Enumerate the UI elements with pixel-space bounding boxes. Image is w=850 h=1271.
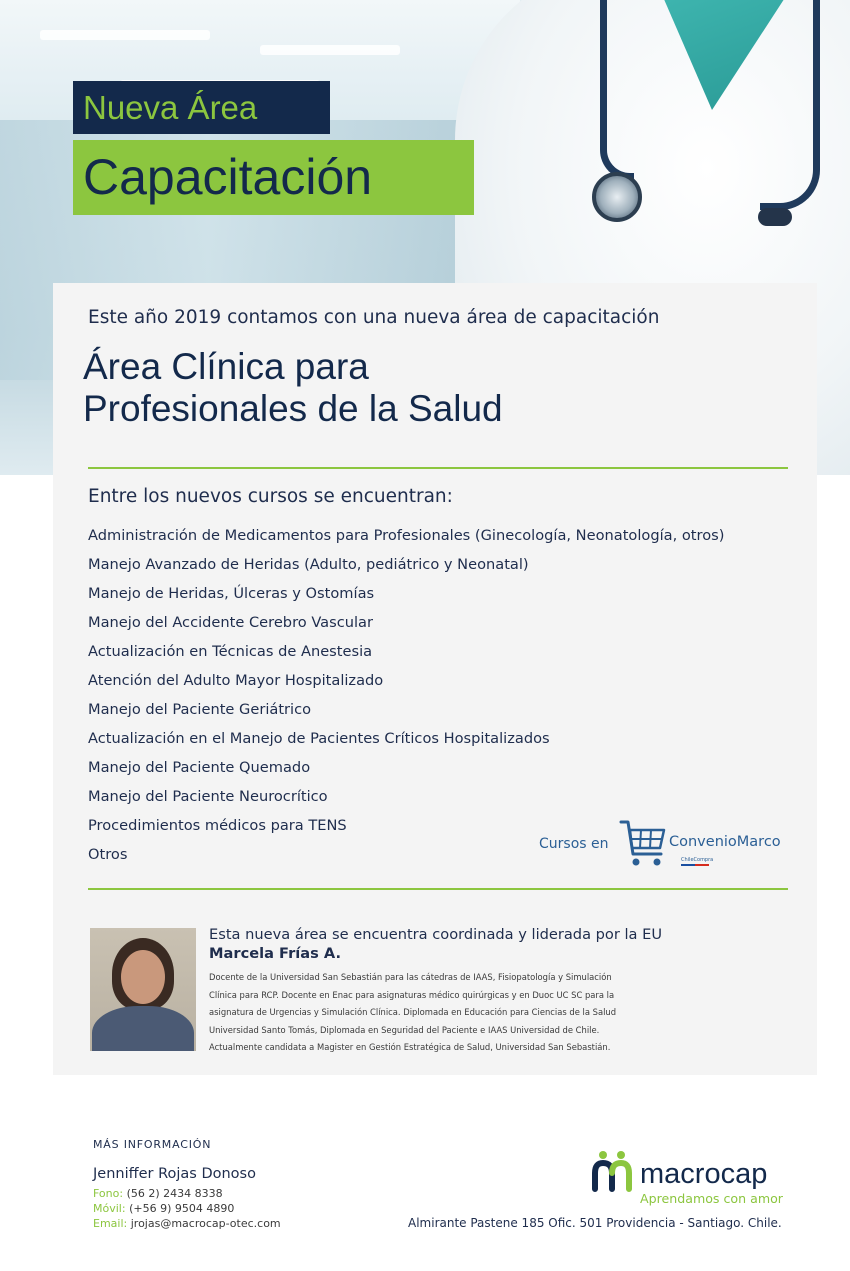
bio-line: Clínica para RCP. Docente en Enac para asignaturas médico quirúrgicas y en Duoc UC SC para la	[209, 989, 615, 1000]
courses-title: Entre los nuevos cursos se encuentran:	[88, 486, 453, 507]
chilecompra-label: ChileCompra	[681, 857, 714, 863]
list-item: Administración de Medicamentos para Profesionales (Ginecología, Neonatología, otros)	[88, 527, 725, 544]
bio-line: Docente de la Universidad San Sebastián para las cátedras de IAAS, Fisiopatología y Simulación	[209, 972, 612, 982]
phone-value[interactable]: (56 2) 2434 8338	[126, 1187, 223, 1200]
ceiling-light	[40, 30, 210, 40]
badge-capacitacion: Capacitación	[73, 140, 474, 215]
coordinator-intro: Esta nueva área se encuentra coordinada y liderada por la EU	[209, 926, 663, 943]
macrocap-logo	[591, 1146, 791, 1206]
convenio-marco-badge	[539, 818, 789, 873]
stethoscope-earpiece	[758, 208, 792, 226]
intro-text: Este año 2019 contamos con una nueva área de capacitación	[88, 307, 660, 328]
divider	[88, 888, 788, 890]
brand-name: macrocap	[640, 1158, 768, 1190]
address: Almirante Pastene 185 Ofic. 501 Providencia - Santiago. Chile.	[408, 1216, 782, 1230]
headline-line: Profesionales de la Salud	[83, 388, 503, 429]
headline	[83, 346, 783, 430]
mobile-label: Móvil:	[93, 1202, 126, 1215]
brand-tagline: Aprendamos con amor	[640, 1191, 783, 1206]
stethoscope-icon	[592, 172, 642, 222]
photo-face	[121, 950, 165, 1004]
phone-label: Fono:	[93, 1187, 124, 1200]
convenio-prefix: Cursos en	[539, 836, 609, 852]
list-item: Manejo del Paciente Quemado	[88, 759, 311, 776]
bio-line: asignatura de Urgencias y Simulación Clínica. Diplomada en Educación para Ciencias de la Salud	[209, 1007, 617, 1018]
coordinator-photo	[90, 928, 196, 1051]
more-info-heading: MÁS INFORMACIÓN	[93, 1138, 212, 1151]
coordinator-bio	[209, 969, 669, 1057]
list-item: Manejo del Accidente Cerebro Vascular	[88, 614, 373, 631]
contact-email	[93, 1217, 281, 1230]
photo-body	[92, 1006, 194, 1051]
coordinator-name: Marcela Frías A.	[209, 945, 342, 962]
list-item: Manejo Avanzado de Heridas (Adulto, pediátrico y Neonatal)	[88, 556, 529, 573]
badge-nueva-area: Nueva Área	[73, 81, 330, 134]
list-item: Manejo del Paciente Geriátrico	[88, 701, 312, 718]
ceiling-light	[260, 45, 400, 55]
headline-line: Área Clínica para	[83, 346, 369, 387]
content-card	[53, 283, 817, 1075]
list-item: Otros	[88, 846, 128, 863]
list-item: Actualización en el Manejo de Pacientes Críticos Hospitalizados	[88, 730, 550, 747]
chile-flag-stripe	[681, 864, 709, 866]
macrocap-logo-icon	[591, 1149, 635, 1193]
list-item: Manejo de Heridas, Úlceras y Ostomías	[88, 585, 375, 602]
email-link[interactable]: jrojas@macrocap-otec.com	[130, 1217, 281, 1230]
mobile-value[interactable]: (+56 9) 9504 4890	[129, 1202, 235, 1215]
contact-mobile	[93, 1202, 234, 1215]
list-item: Procedimientos médicos para TENS	[88, 817, 347, 834]
email-label: Email:	[93, 1217, 128, 1230]
bio-line: Actualmente candidata a Magister en Gestión Estratégica de Salud, Universidad San Sebastián.	[209, 1042, 611, 1053]
divider	[88, 467, 788, 469]
list-item: Atención del Adulto Mayor Hospitalizado	[88, 672, 384, 689]
list-item: Manejo del Paciente Neurocrítico	[88, 788, 328, 805]
stethoscope-tube	[760, 0, 820, 210]
shopping-cart-icon	[619, 818, 667, 870]
bio-line: Universidad Santo Tomás, Diplomada en Seguridad del Paciente e IAAS Universidad de Chile.	[209, 1024, 600, 1035]
list-item: Actualización en Técnicas de Anestesia	[88, 643, 373, 660]
contact-name: Jenniffer Rojas Donoso	[93, 1166, 256, 1182]
convenio-marco-name: ConvenioMarco	[669, 834, 781, 850]
stethoscope-tube	[600, 0, 634, 180]
contact-phone	[93, 1187, 223, 1200]
